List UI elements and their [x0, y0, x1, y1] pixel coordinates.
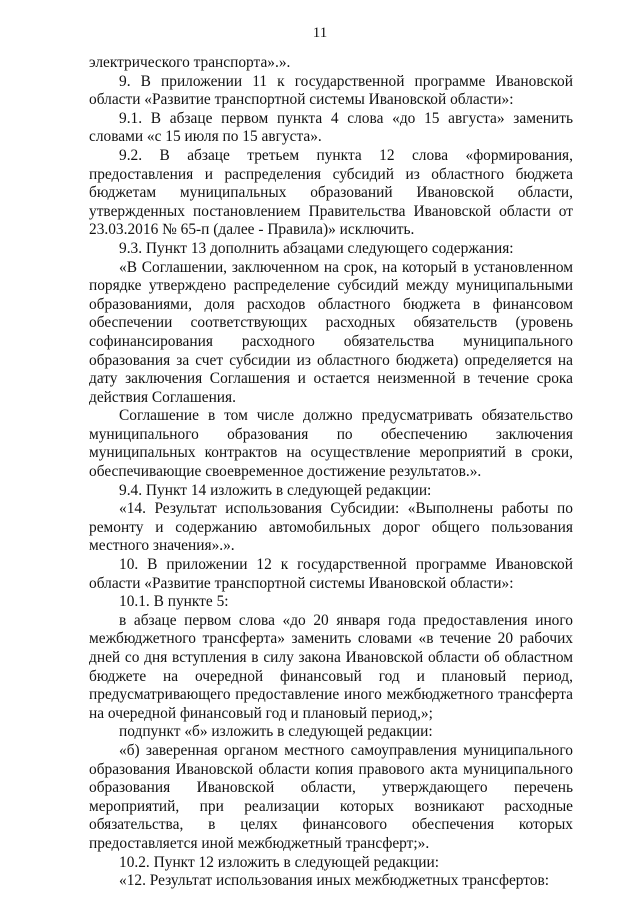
paragraph: 10.1. В пункте 5: — [119, 593, 229, 611]
paragraph: 9.2. В абзаце третьем пункта 12 слова «формирования, предоставления и распределения субсидий из областного бюджета бюджетам муниципальных образований Ивановской области, утвержденных постановлением Правительства Ивановской области от 23.03.2016 № 65-п (далее - Правила)» исключить. — [89, 146, 573, 239]
paragraph: электрического транспорта».». — [89, 54, 291, 71]
paragraph: 9.3. Пункт 13 дополнить абзацами следующего содержания: — [119, 239, 514, 257]
paragraph: «12. Результат использования иных межбюджетных трансфертов: — [119, 872, 550, 890]
paragraph: Соглашение в том числе должно предусматривать обязательство муниципального образования по обеспечению заключения муниципальных контрактов на осуществление мероприятий в сроки, обеспечивающие своевременное достижение результатов.». — [89, 407, 573, 481]
page-number: 11 — [312, 25, 328, 41]
paragraph: 9.1. В абзаце первом пункта 4 слова «до 15 августа» заменить словами «с 15 июля по 15 августа». — [89, 109, 573, 146]
paragraph: «14. Результат использования Субсидии: «Выполнены работы по ремонту и содержанию автомобильных дорог общего пользования местного значения».». — [89, 500, 573, 555]
paragraph: «б) заверенная органом местного самоуправления муниципального образования Ивановской области копия правового акта муниципального образования Ивановской области, утверждающего перечень мероприятий, при реализации которых возникают расходные обязательства, в целях финансового обеспечения которых предоставляется иной межбюджетный трансферт;». — [89, 741, 573, 852]
paragraph: 10.2. Пункт 12 изложить в следующей редакции: — [119, 853, 440, 871]
paragraph: в абзаце первом слова «до 20 января года предоставления иного межбюджетного трансферта» заменить словами «в течение 20 рабочих дней со дня вступления в силу закона Ивановской области об областном бюджете на очередной финансовый год и плановый период, предусматривающего предоставление иного межбюджетного трансферта на очередной финансовый год и плановый период,»; — [89, 611, 573, 722]
paragraph: 9. В приложении 11 к государственной программе Ивановской области «Развитие транспортной системы Ивановской области»: — [89, 72, 573, 109]
document-body — [89, 54, 573, 891]
paragraph: подпункт «б» изложить в следующей редакции: — [119, 723, 433, 741]
paragraph: 9.4. Пункт 14 изложить в следующей редакции: — [119, 481, 432, 499]
paragraph: 10. В приложении 12 к государственной программе Ивановской области «Развитие транспортной системы Ивановской области»: — [89, 556, 573, 592]
paragraph: «В Соглашении, заключенном на срок, на который в установленном порядке утверждено распределение субсидий между муниципальными образованиями, доля расходов областного бюджета в финансовом обеспечении соответствующих расходных обязательств (уровень софинансирования расходного обязательства муниципального образования за счет субсидии из областного бюджета) определяется на дату заключения Соглашения и остается неизменной в течение срока действия Соглашения. — [89, 258, 573, 406]
